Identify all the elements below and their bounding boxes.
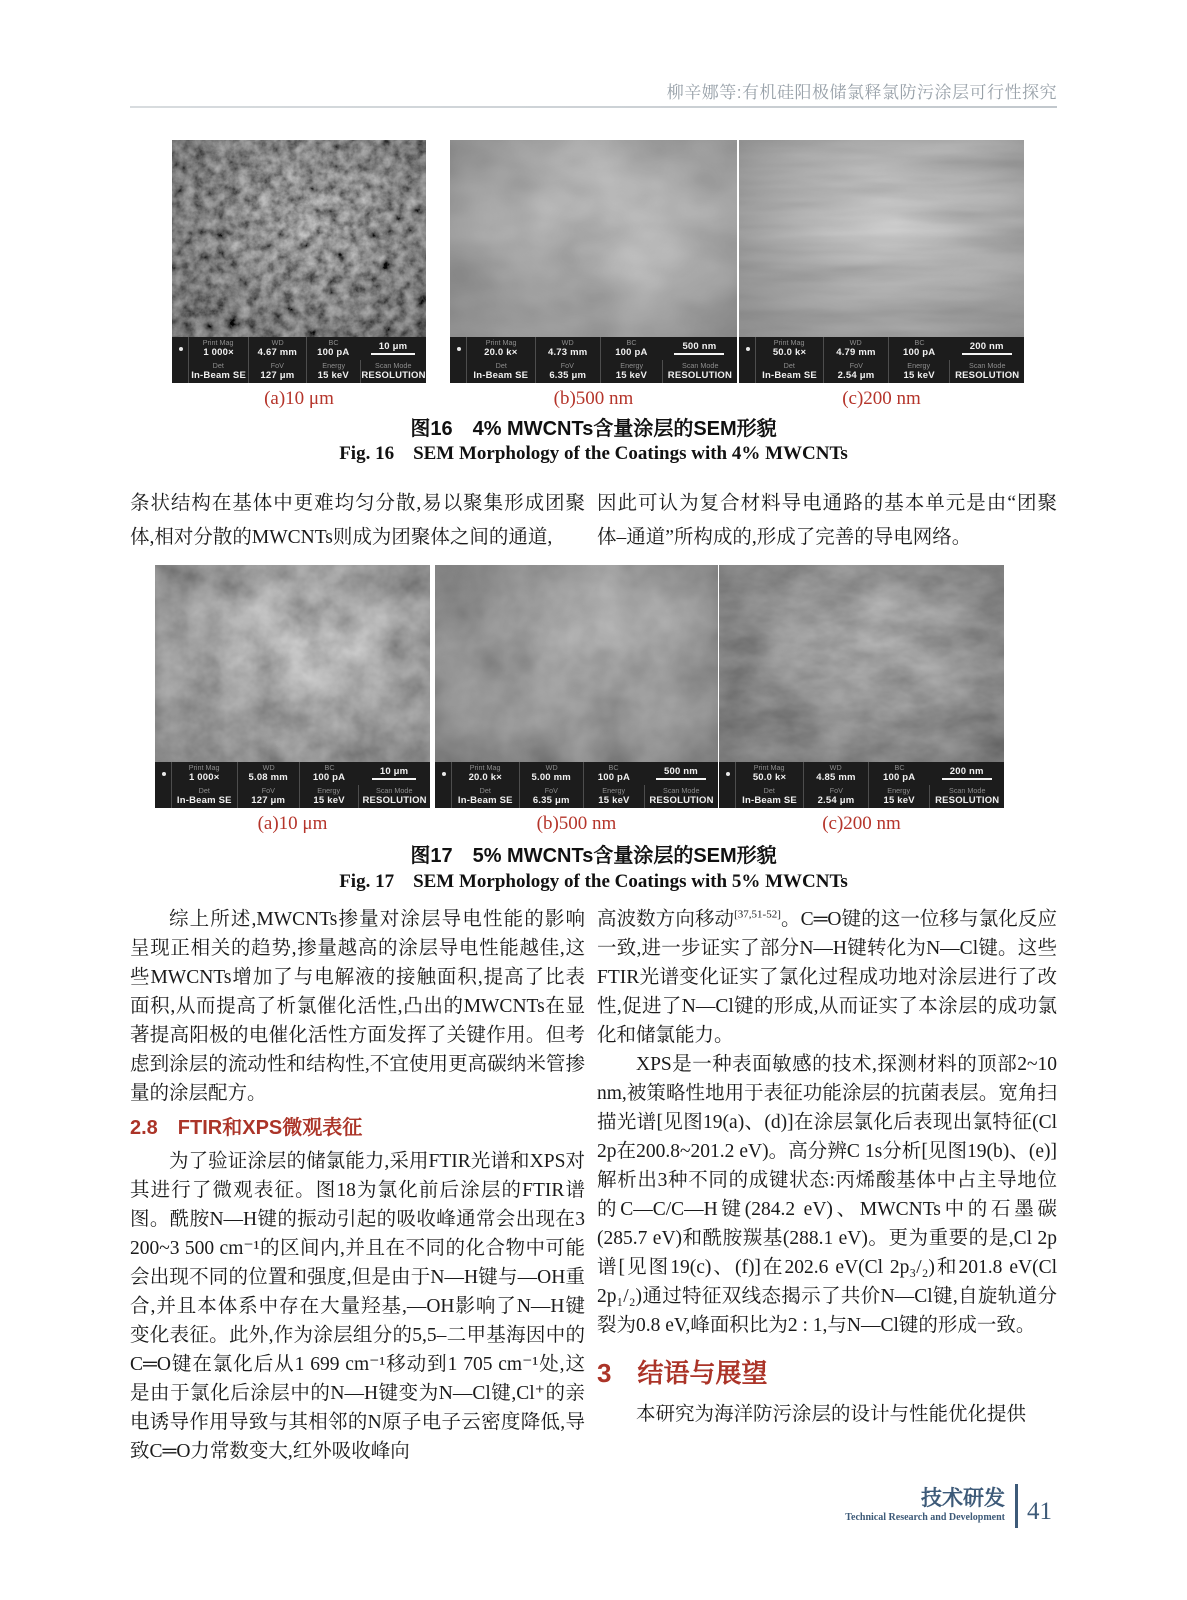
sem-texture	[435, 565, 718, 762]
sem-field-label: Det	[495, 361, 507, 370]
sem-field-label: WD	[262, 763, 275, 772]
sem-field-label: FoV	[261, 786, 275, 795]
panel-label-c: (c)200 nm	[842, 388, 921, 409]
sem-field-energy	[306, 360, 360, 383]
sem-field-label: FoV	[561, 361, 575, 370]
sem-info-bar	[155, 762, 430, 808]
sem-micrograph	[435, 565, 718, 762]
sem-field-fov	[535, 360, 600, 383]
sem-field-label: BC	[324, 763, 335, 772]
sem-field-energy	[888, 360, 950, 383]
sem-field-fov	[519, 785, 583, 808]
sem-field-value: In-Beam SE	[473, 369, 529, 381]
section-heading-2-8: 2.8 FTIR和XPS微观表征	[130, 1117, 363, 1139]
paragraph-text: 高波数方向移动	[597, 909, 735, 930]
sem-marker-dot	[162, 772, 166, 776]
sem-field-value: 4.85 mm	[816, 771, 856, 783]
sem-panel-fig16-b	[450, 140, 737, 383]
sem-field-label: Print Mag	[188, 763, 220, 772]
body-paragraph: 为了验证涂层的储氯能力,采用FTIR光谱和XPS对其进行了微观表征。图18为氯化前后涂层的FTIR谱图。酰胺N—H键的振动引起的吸收峰通常会出现在3 200~3 500 cm⁻¹的区间内,并且在不同的化合物中可能会出现不同的位置和强度,但是由于N—H键与—OH重合,并且本体系中存在大量羟基,—OH影响了N—H键变化表征。此外,作为涂层组分的5,5–二甲基海因中的C═O键在氯化后从1 699 cm⁻¹移动到1 705 cm⁻¹处,这是由于氯化后涂层中的N—H键变为N—Cl键,Cl⁺的亲电诱导作用导致与其相邻的N原子电子云密度降低,导致C═O力常数变大,红外吸收峰向	[130, 1151, 585, 1462]
sem-field-label: Scan Mode	[375, 361, 412, 370]
sem-texture	[719, 565, 1004, 762]
running-title: 柳辛娜等:有机硅阳极储氯释氯防污涂层可行性探究	[666, 83, 1057, 102]
sem-field-value: RESOLUTION	[362, 794, 427, 806]
body-paragraph: 综上所述,MWCNTs掺量对涂层导电性能的影响呈现正相关的趋势,掺量越高的涂层导电性能越佳,这些MWCNTs增加了与电解液的接触面积,提高了比表面积,从而提高了析氯催化活性,凸出的MWCNTs在显著提高阳极的电催化活性方面发挥了关键作用。但考虑到涂层的流动性和结构性,不宜使用更高碳纳米管掺量的涂层配方。	[130, 909, 585, 1104]
sem-field-value: 15 keV	[313, 794, 345, 806]
sem-field-wd	[248, 337, 305, 360]
sem-field-print-mag	[171, 762, 237, 785]
sem-texture	[739, 140, 1024, 337]
mid-text-right: 因此可认为复合材料导电通路的基本单元是由“团聚体–通道”所构成的,形成了完善的导电网络。	[597, 493, 1057, 548]
sem-field-value: RESOLUTION	[955, 369, 1020, 381]
panel-label-c: (c)200 nm	[822, 813, 901, 834]
sem-field-label: Print Mag	[203, 338, 235, 347]
section-heading-3: 3 结语与展望	[597, 1358, 768, 1388]
sem-field-label: Scan Mode	[663, 786, 700, 795]
sem-field-print-mag	[755, 337, 823, 360]
sem-field-value: 127 μm	[260, 369, 295, 381]
sem-marker-dot	[746, 347, 750, 351]
sem-field-value: 100 pA	[312, 771, 346, 783]
sem-info-bar	[719, 762, 1004, 808]
figure16-caption-cn: 图16 4% MWCNTs含量涂层的SEM形貌	[410, 418, 777, 440]
body-left-column	[130, 905, 585, 1466]
running-header	[130, 78, 1057, 103]
sem-info-bar	[172, 337, 426, 383]
footer-section-labels	[845, 1487, 1005, 1525]
footer-section-en: Technical Research and Development	[845, 1512, 1005, 1523]
sem-field-value: 15 keV	[598, 794, 630, 806]
sem-marker-dot	[442, 772, 446, 776]
sem-field-wd	[823, 337, 888, 360]
sem-field-label: Energy	[602, 786, 626, 795]
sem-field-label: WD	[545, 763, 558, 772]
sem-field-label: Det	[479, 786, 491, 795]
sem-field-label: Print Mag	[754, 763, 785, 772]
sem-field-det	[466, 360, 535, 383]
sem-field-value: In-Beam SE	[176, 794, 232, 806]
sem-field-bc	[583, 762, 644, 785]
sem-field-print-mag	[451, 762, 519, 785]
sem-field-scan-mode	[662, 360, 737, 383]
sem-micrograph	[450, 140, 737, 337]
sem-field-label: Energy	[907, 361, 931, 370]
body-paragraph	[597, 905, 1057, 1050]
sem-field-value: RESOLUTION	[935, 794, 1000, 806]
sem-field-label: BC	[626, 338, 637, 347]
sem-field-value: 100 pA	[902, 346, 936, 358]
figure17-caption-cn: 图17 5% MWCNTs含量涂层的SEM形貌	[410, 845, 777, 867]
panel-label-a: (a)10 μm	[257, 813, 328, 834]
sem-field-value: 5.00 mm	[531, 771, 571, 783]
figure17-sublabels	[155, 813, 1004, 835]
sem-marker-dot	[179, 347, 183, 351]
sem-field-scan-mode	[949, 360, 1024, 383]
sem-field-label: BC	[914, 338, 925, 347]
sem-field-value: 15 keV	[883, 794, 915, 806]
sem-field-value: 50.0 k×	[752, 771, 787, 783]
sem-field-label: BC	[328, 338, 339, 347]
sem-field-label: Det	[783, 361, 796, 370]
sem-field-det	[735, 785, 803, 808]
sem-field-label: Print Mag	[469, 763, 501, 772]
sem-field-value: RESOLUTION	[361, 369, 426, 381]
sem-field-label: Print Mag	[774, 338, 805, 347]
sem-scale-value: 200 nm	[942, 767, 992, 781]
sem-scale-bar	[929, 762, 1004, 785]
sem-info-bar	[435, 762, 718, 808]
sem-panel-fig16-a	[172, 140, 426, 383]
page-footer	[845, 1484, 1052, 1528]
sem-scale-bar	[358, 762, 430, 785]
sem-field-scan-mode	[358, 785, 430, 808]
sem-field-value: RESOLUTION	[649, 794, 714, 806]
sem-field-value: 15 keV	[903, 369, 935, 381]
sem-field-label: WD	[271, 338, 284, 347]
body-right-column	[597, 905, 1057, 1466]
sem-field-fov	[823, 360, 888, 383]
sem-micrograph	[739, 140, 1024, 337]
sem-scale-bar	[644, 762, 718, 785]
sem-field-scan-mode	[644, 785, 718, 808]
sem-field-value: 127 μm	[251, 794, 286, 806]
sem-field-label: Print Mag	[485, 338, 517, 347]
sem-field-fov	[803, 785, 868, 808]
sem-field-bc	[600, 337, 662, 360]
sem-scale-value: 200 nm	[962, 342, 1012, 356]
sem-field-value: 4.73 mm	[547, 346, 588, 358]
footer-section-cn: 技术研发	[921, 1487, 1005, 1510]
sem-scale-bar	[949, 337, 1024, 360]
sem-field-bc	[299, 762, 358, 785]
sem-field-value: 6.35 μm	[549, 369, 587, 381]
sem-field-label: Scan Mode	[681, 361, 719, 370]
sem-field-label: Det	[212, 361, 225, 370]
mid-text-left: 条状结构在基体中更难均匀分散,易以聚集形成团聚体,相对分散的MWCNTs则成为团聚体之间的通道,	[130, 493, 585, 548]
sem-field-value: 6.35 μm	[532, 794, 570, 806]
sem-info-bar	[450, 337, 737, 383]
body-paragraph: 本研究为海洋防污涂层的设计与性能优化提供	[636, 1404, 1027, 1425]
sem-field-value: In-Beam SE	[457, 794, 513, 806]
sem-field-label: BC	[894, 763, 905, 772]
sem-field-label: Scan Mode	[949, 786, 986, 795]
header-rule	[130, 106, 1057, 108]
sem-field-label: WD	[849, 338, 862, 347]
sem-marker-dot	[726, 772, 730, 776]
sem-field-value: 100 pA	[882, 771, 916, 783]
sem-field-print-mag	[466, 337, 535, 360]
sem-field-bc	[888, 337, 950, 360]
sem-field-wd	[519, 762, 583, 785]
figure16-sublabels	[172, 388, 1024, 410]
sem-texture	[172, 140, 426, 337]
sem-field-fov	[248, 360, 305, 383]
sem-field-print-mag	[188, 337, 248, 360]
sem-field-value: In-Beam SE	[191, 369, 246, 381]
sem-field-label: FoV	[849, 361, 863, 370]
sem-field-energy	[583, 785, 644, 808]
sem-field-det	[188, 360, 248, 383]
sem-field-value: 4.67 mm	[257, 346, 298, 358]
sem-field-value: 100 pA	[615, 346, 648, 358]
sem-field-label: Scan Mode	[376, 786, 413, 795]
sem-field-value: 2.54 μm	[817, 794, 855, 806]
sem-field-value: 20.0 k×	[484, 346, 518, 358]
sem-field-value: 50.0 k×	[772, 346, 807, 358]
sem-field-value: 100 pA	[317, 346, 350, 358]
sem-field-value: 1 000×	[203, 346, 234, 358]
sem-field-value: 100 pA	[597, 771, 631, 783]
sem-field-label: Det	[198, 786, 210, 795]
citation-reference: [37,51-52]	[734, 908, 781, 921]
sem-scale-bar	[662, 337, 737, 360]
sem-field-value: 2.54 μm	[837, 369, 875, 381]
sem-micrograph	[155, 565, 430, 762]
sem-scale-value: 10 μm	[371, 342, 415, 356]
sem-field-det	[451, 785, 519, 808]
sem-field-value: 4.79 mm	[836, 346, 876, 358]
sem-field-det	[755, 360, 823, 383]
sem-field-label: BC	[608, 763, 619, 772]
sem-field-value: 15 keV	[615, 369, 648, 381]
sem-micrograph	[172, 140, 426, 337]
sem-field-value: RESOLUTION	[667, 369, 733, 381]
sem-field-value: In-Beam SE	[742, 794, 797, 806]
sem-field-scan-mode	[929, 785, 1004, 808]
sem-field-label: FoV	[270, 361, 284, 370]
sem-panel-fig16-c	[739, 140, 1024, 383]
sem-field-label: Scan Mode	[969, 361, 1006, 370]
sem-texture	[155, 565, 430, 762]
paragraph-text: 。C═O键的这一位移与氯化反应一致,进一步证实了部分N—H键转化为N—Cl键。这些FTIR光谱变化证实了氯化过程成功地对涂层进行了改性,促进了N—Cl键的形成,从而证实了本涂层的成功氯化和储氯能力。	[597, 909, 1057, 1046]
sem-field-label: Energy	[317, 786, 341, 795]
sem-field-label: Det	[763, 786, 776, 795]
page-number: 41	[1027, 1498, 1052, 1525]
sem-field-value: In-Beam SE	[762, 369, 817, 381]
sem-field-label: FoV	[829, 786, 843, 795]
sem-field-wd	[237, 762, 299, 785]
body-columns	[130, 905, 1057, 1466]
sem-field-label: Energy	[321, 361, 345, 370]
sem-field-label: WD	[561, 338, 574, 347]
sem-field-bc	[868, 762, 930, 785]
sem-info-bar	[739, 337, 1024, 383]
sem-field-energy	[868, 785, 930, 808]
sem-field-value: 20.0 k×	[468, 771, 502, 783]
sem-field-bc	[306, 337, 360, 360]
panel-label-b: (b)500 nm	[536, 813, 617, 834]
sem-scale-bar	[360, 337, 426, 360]
sem-field-energy	[600, 360, 662, 383]
sem-field-scan-mode	[360, 360, 426, 383]
figure16-caption-en: Fig. 16 SEM Morphology of the Coatings with 4% MWCNTs	[339, 443, 848, 464]
sem-field-label: Energy	[619, 361, 643, 370]
sem-field-wd	[535, 337, 600, 360]
panel-label-b: (b)500 nm	[553, 388, 634, 409]
sem-field-det	[171, 785, 237, 808]
sem-field-print-mag	[735, 762, 803, 785]
sem-field-value: 1 000×	[188, 771, 220, 783]
figure16-image-row	[172, 140, 1024, 383]
sem-texture	[450, 140, 737, 337]
body-paragraph: XPS是一种表面敏感的技术,探测材料的顶部2~10 nm,被策略性地用于表征功能涂层的抗菌表层。宽角扫描光谱[见图19(a)、(d)]在涂层氯化后表现出氯特征(Cl 2p在200.8~201.2 eV)。高分辨C 1s分析[见图19(b)、(e)]解析出3种不同的成键状态:丙烯酸基体中占主导地位的C—C/C—H键(284.2 eV)、MWCNTs中的石墨碳(285.7 eV)和酰胺羰基(288.1 eV)。更为重要的是,Cl 2p谱[见图19(c)、(f)]在202.6 eV(Cl 2p₃/₂)和201.8 eV(Cl 2p₁/₂)通过特征双线态揭示了共价N—Cl键,自旋轨道分裂为0.8 eV,峰面积比为2 : 1,与N—Cl键的形成一致。	[597, 1054, 1057, 1336]
sem-field-fov	[237, 785, 299, 808]
sem-panel-fig17-c	[719, 565, 1004, 808]
sem-field-value: 5.08 mm	[248, 771, 288, 783]
sem-field-label: WD	[829, 763, 842, 772]
sem-micrograph	[719, 565, 1004, 762]
mid-text-columns	[130, 487, 1057, 555]
sem-field-label: FoV	[544, 786, 558, 795]
sem-marker-dot	[457, 347, 461, 351]
sem-field-value: 15 keV	[317, 369, 349, 381]
panel-label-a: (a)10 μm	[264, 388, 334, 409]
sem-field-energy	[299, 785, 358, 808]
sem-field-label: Energy	[887, 786, 911, 795]
footer-divider-bar	[1015, 1484, 1018, 1528]
sem-field-wd	[803, 762, 868, 785]
sem-scale-value: 10 μm	[372, 767, 416, 781]
figure17-image-row	[155, 565, 1004, 808]
sem-panel-fig17-a	[155, 565, 430, 808]
sem-panel-fig17-b	[435, 565, 718, 808]
sem-scale-value: 500 nm	[656, 767, 706, 781]
figure17-caption-en: Fig. 17 SEM Morphology of the Coatings with 5% MWCNTs	[339, 871, 848, 892]
sem-scale-value: 500 nm	[674, 342, 724, 356]
